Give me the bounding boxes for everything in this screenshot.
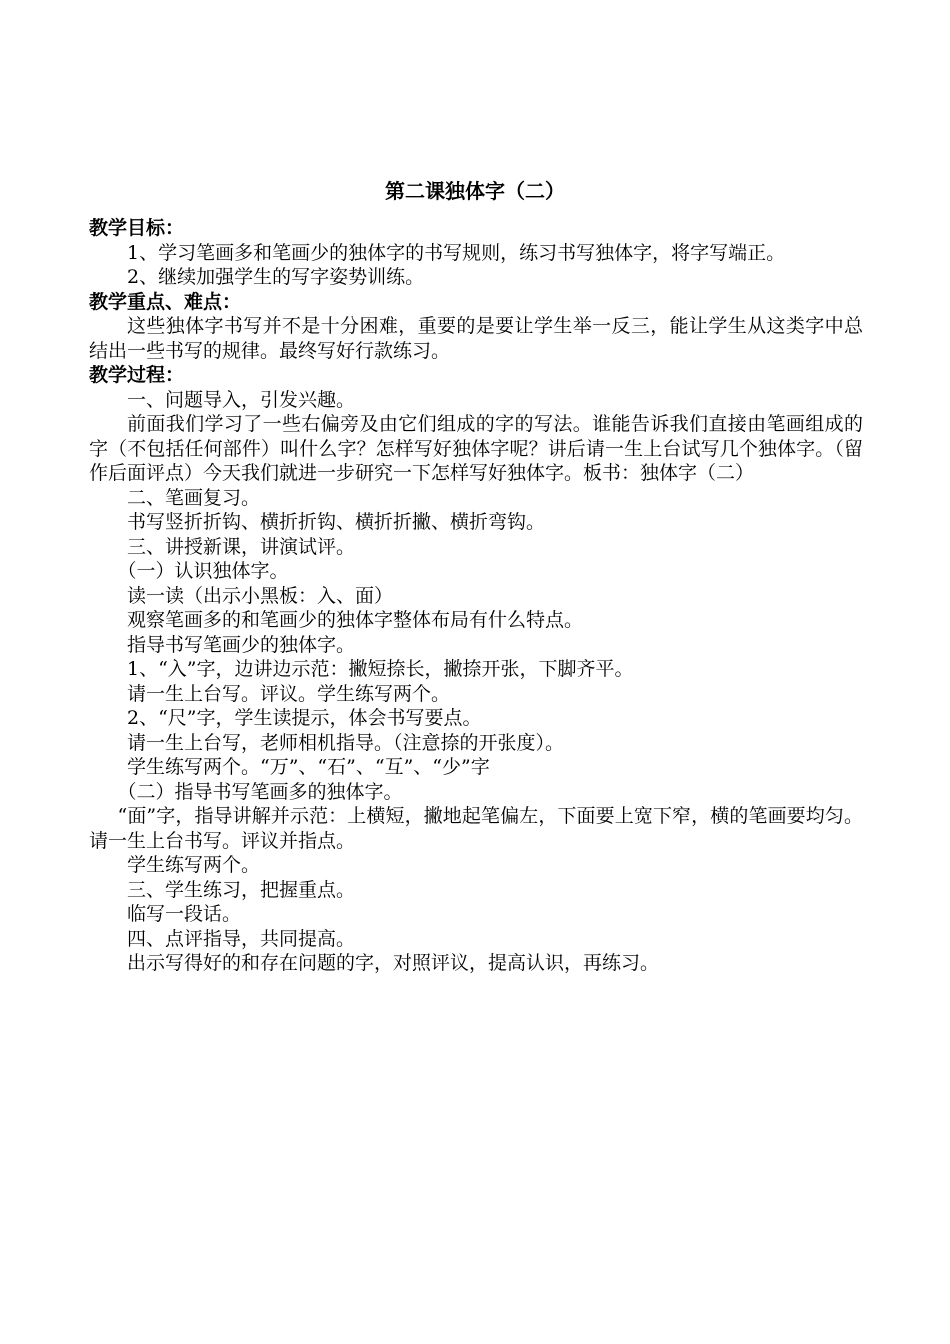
process-paragraph: “面”字，指导讲解并示范：上横短，撇地起笔偏左，下面要上宽下窄，横的笔画要均匀。请一生上台书写。评议并指点。 <box>89 805 863 852</box>
process-paragraph: 观察笔画多的和笔画少的独体字整体布局有什么特点。 <box>127 609 584 631</box>
process-paragraph: 学生练写两个。“万”、“石”、“互”、“少”字 <box>127 756 490 778</box>
process-step: 一、问题导入，引发兴趣。 <box>127 388 356 411</box>
keypoints-heading: 教学重点、难点： <box>89 290 242 313</box>
process-step: 四、点评指导，共同提高。 <box>127 927 356 950</box>
process-step: 三、讲授新课，讲演试评。 <box>127 535 356 558</box>
process-substep: （一）认识独体字。 <box>117 560 289 582</box>
objective-item: 1、学习笔画多和笔画少的独体字的书写规则，练习书写独体字，将字写端正。 <box>127 241 786 264</box>
process-paragraph: 书写竖折折钩、横折折钩、横折折撇、横折弯钩。 <box>127 511 546 533</box>
keypoints-paragraph: 这些独体字书写并不是十分困难，重要的是要让学生举一反三，能让学生从这类字中总结出一些书写的规律。最终写好行款练习。 <box>89 315 863 362</box>
objectives-heading: 教学目标： <box>89 217 185 239</box>
process-paragraph: 学生练写两个。 <box>127 854 261 876</box>
process-substep: （二）指导书写笔画多的独体字。 <box>117 780 403 803</box>
process-paragraph: 前面我们学习了一些右偏旁及由它们组成的字的写法。谁能告诉我们直接由笔画组成的字（不包括任何部件）叫什么字？怎样写好独体字呢？讲后请一生上台试写几个独体字。（留作后面评点）今天我们就进一步研究一下怎样写好独体字。板书：独体字（二） <box>89 413 863 484</box>
document-body <box>89 216 863 976</box>
process-paragraph: 指导书写笔画少的独体字。 <box>127 633 356 656</box>
process-paragraph: 请一生上台写，老师相机指导。（注意捺的开张度）。 <box>127 731 565 754</box>
process-heading: 教学过程： <box>89 364 185 386</box>
process-step: 二、笔画复习。 <box>127 486 261 509</box>
process-paragraph: 请一生上台写。评议。学生练写两个。 <box>127 682 451 705</box>
process-paragraph: 出示写得好的和存在问题的字，对照评议，提高认识，再练习。 <box>127 952 660 974</box>
process-paragraph: 读一读（出示小黑板：入、面） <box>127 584 394 607</box>
process-paragraph: 2、“尺”字，学生读提示，体会书写要点。 <box>127 707 482 729</box>
objective-item: 2、继续加强学生的写字姿势训练。 <box>127 266 425 288</box>
process-paragraph: 临写一段话。 <box>127 903 242 925</box>
process-paragraph: 1、“入”字，边讲边示范：撇短捺长，撇捺开张，下脚齐平。 <box>127 658 634 680</box>
process-step: 三、学生练习，把握重点。 <box>127 878 356 901</box>
page-title: 第二课独体字（二） <box>385 179 565 203</box>
